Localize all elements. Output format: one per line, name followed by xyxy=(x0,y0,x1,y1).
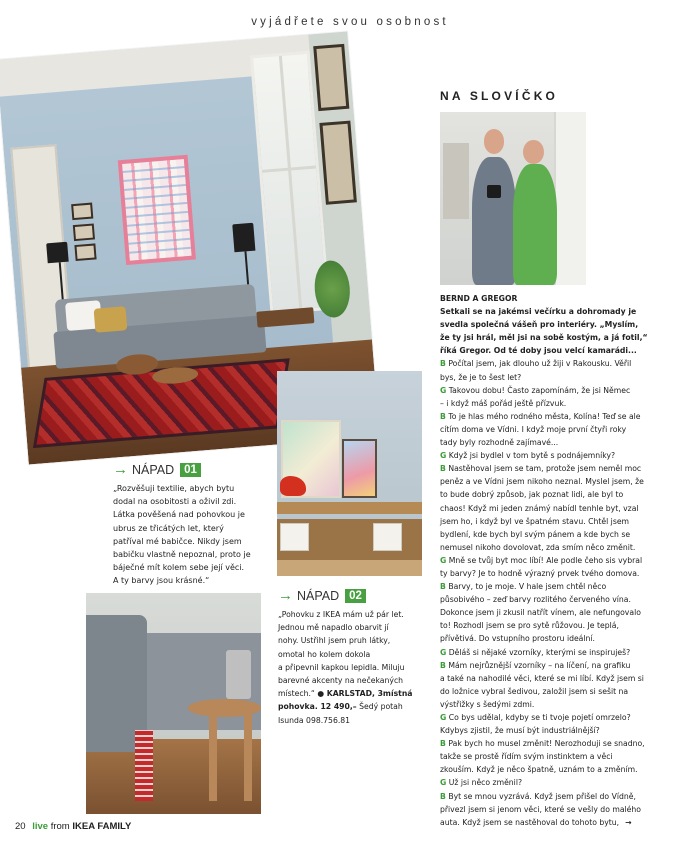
napad-01-heading xyxy=(113,461,201,478)
interview-line: B Barvy, to je moje. V hale jsem chtěl něco xyxy=(440,582,607,592)
interview-text: BERND A GREGOR Setkali se na jakémsi večírku a dohromady je svedla společná vášeň pro interiéry. „Myslím, že ty jsi hrál, měl jsi na sobě kostým, a já fotil,“ říká Gregor. Od té doby jsou velcí kamarádi... B Počítal jsem, jak dlouho už žiji v Rakousku. Věřil bys, že je to šest let? G Takovou dobu! Často zapomínám, že jsi Němec – i když máš pořád ještě přízvuk. B To je hlas mého rodného města, Kolína! Teď se ale cítím doma ve Vídni. I když moje první čtyři roky tady byly rozhodně zajímavé... G Když jsi bydlel v tom bytě s podnájemníky? B Nastěhoval jsem se tam, protože jsem neměl moc peněz a ve Vídni jsem nikoho neznal. Myslel jsem, že to bude dobrý způsob, jak poznat lidi, ale byl to chaos! Když mi jeden známý nabídl tenhle byt, vzal jsem ho, i když byl ve špatném stavu. Chtěl jsem bydlení, kde bych byl svým pánem a kde bych se nemusel nikoho dovolovat, zda smím něco změnit. G Mně se tvůj byt moc líbí! Ale podle čeho sis vybral ty barvy? Je to hodně výrazný prvek tvého domova. B Barvy, to je moje. V hale jsem chtěl něco působivého – zeď barvy rozlitého červeného vína. Dokonce jsem ji zkusil natřít vínem, ale nefungovalo to! Rozhodl jsem se pro sytě růžovou. Je teplá, přívětivá. Do vstupního prostoru ideální. G Děláš si nějaké vzorníky, kterými se inspiruješ? B Mám nejrůznější vzorníky – na líčení, na grafiku a také na nahodilé věci, které se mi líbí. Když jsem si do ložnice vybral šedivou, založil jsem si sešit na výstřižky s šedými zdmi. G Co bys udělal, kdyby se ti tvoje pojetí omrzelo? Kdybys zjistil, že musí být industriálnější? B Pak bych ho musel změnit! Nerozhoduji se snadno, takže se prostě řídím svým instinktem a věci zkouším. Když je něco špatně, uznám to a změním. G Už jsi něco změnil? B Byt se mnou vyzrává. Když jsem přišel do Vídně, přivezl jsem si jenom věci, které se vešly do malého auta. Když jsem se nastěhoval do tohoto bytu, → xyxy=(440,292,672,829)
speaker-initial: B xyxy=(440,464,446,474)
napad-number-badge: 01 xyxy=(180,463,201,477)
speaker-initial: B xyxy=(440,411,446,421)
page-number: 20 xyxy=(15,821,26,832)
interview-line: Kdybys zjistil, že musí být industriálnější? xyxy=(440,726,600,736)
interview-line: výstřižky s šedými zdmi. xyxy=(440,699,535,709)
interview-line: Dokonce jsem ji zkusil natřít vínem, ale nefungovalo xyxy=(440,608,641,618)
hanging-textile xyxy=(117,154,196,265)
interview-line: G Mně se tvůj byt moc líbí! Ale podle čeho sis vybral xyxy=(440,555,643,565)
speaker-initial: B xyxy=(440,359,446,369)
interview-line: přivezl jsem si jenom věci, které se vešly do malého xyxy=(440,804,641,814)
interview-line: B Byt se mnou vyzrává. Když jsem přišel do Vídně, xyxy=(440,791,636,801)
napad-number-badge: 02 xyxy=(345,589,366,603)
interview-line: peněz a ve Vídni jsem nikoho neznal. Myslel jsem, že xyxy=(440,477,644,487)
sofa-legs-photo xyxy=(86,593,261,814)
interview-line: B Pak bych ho musel změnit! Nerozhoduji se snadno, xyxy=(440,739,645,749)
speaker-initial: B xyxy=(440,582,446,592)
napad-02-heading xyxy=(278,587,366,604)
interview-line: G Děláš si nějaké vzorníky, kterými se inspiruješ? xyxy=(440,647,631,657)
interview-line: přívětivá. Do vstupního prostoru ideální. xyxy=(440,634,595,644)
shelf-photo xyxy=(277,371,422,576)
napad-01-text: „Rozvěšuji textilie, abych bytu dodal na osobitosti a oživil zdi. Látka pověšená nad pohovkou je ubrus ze třicátých let, který patříval mé babičce. Nikdy jsem babičku vlastně nepoznal, proto je báječné mít kolem sebe její věci. A ty barvy jsou krásné.“ xyxy=(113,484,251,586)
interview-line: a také na nahodilé věci, které se mi líbí. Když jsem si xyxy=(440,673,644,683)
napad-label: NÁPAD xyxy=(297,588,340,603)
interview-last-line: auta. Když jsem se nastěhoval do tohoto bytu, → xyxy=(440,817,632,827)
speaker-initial: G xyxy=(440,647,447,657)
speaker-initial: B xyxy=(440,660,446,670)
napad-label: NÁPAD xyxy=(132,462,175,477)
arrow-right-icon: → xyxy=(278,587,293,604)
napad-02-text: „Pohovku z IKEA mám už pár let. Jednou mě napadlo obarvit jí nohy. Ustřihl jsem pruh látky, omotal ho kolem dokola a připevnil kapkou lepidla. Miluju barevné akcenty na nečekaných místech.“ ● KARLSTAD, 3místná pohovka. 12 490,– Šedý potah Isunda 098.756.81 xyxy=(278,610,413,725)
wrapped-sofa-leg xyxy=(135,730,153,801)
live-label: live xyxy=(32,821,49,832)
section-title: NA SLOVÍČKO xyxy=(440,89,559,103)
interview-line: B To je hlas mého rodného města, Kolína! Teď se ale xyxy=(440,411,641,421)
interview-line: B Počítal jsem, jak dlouho už žiji v Rakousku. Věřil xyxy=(440,359,632,369)
interview-line: – i když máš pořád ještě přízvuk. xyxy=(440,398,567,408)
interview-line: B Mám nejrůznější vzorníky – na líčení, na grafiku xyxy=(440,660,631,670)
page-footer: 20 live from IKEA FAMILY xyxy=(15,821,132,832)
interview-line: působivého – zeď barvy rozlitého červeného vína. xyxy=(440,595,631,605)
speaker-initial: B xyxy=(440,739,446,749)
arrow-right-icon: → xyxy=(113,461,128,478)
interview-line: cítím doma ve Vídni. I když moje první čtyři roky xyxy=(440,424,627,434)
speaker-initial: G xyxy=(440,451,447,461)
interview-line: ty barvy? Je to hodně výrazný prvek tvého domova. xyxy=(440,568,640,578)
interview-name: BERND A GREGOR xyxy=(440,294,518,303)
interview-line: jsem ho, i když byl ve špatném stavu. Chtěl jsem xyxy=(440,516,630,526)
interview-line: takže se prostě řídím svým instinktem a věci xyxy=(440,752,613,762)
interview-line: chaos! Když mi jeden známý nabídl tenhle byt, vzal xyxy=(440,503,639,513)
interview-line: bydlení, kde bych byl svým pánem a kde bych se xyxy=(440,529,631,539)
bernd-gregor-photo xyxy=(440,112,586,285)
speaker-initial: G xyxy=(440,555,447,565)
page-header: vyjádřete svou osobnost xyxy=(251,16,449,28)
interview-line: G Co bys udělal, kdyby se ti tvoje pojetí omrzelo? xyxy=(440,713,631,722)
interview-line: G Už jsi něco změnil? xyxy=(440,778,523,788)
speaker-initial: B xyxy=(440,791,446,801)
interview-line: to! Rozhodl jsem se pro sytě růžovou. Je teplá, xyxy=(440,621,619,631)
speaker-initial: G xyxy=(440,778,447,788)
interview-line: do ložnice vybral šedivou, založil jsem si sešit na xyxy=(440,686,629,696)
interview-line: to bude dobrý způsob, jak poznat lidi, ale byl to xyxy=(440,490,624,500)
interview-line: bys, že je to šest let? xyxy=(440,372,522,382)
interview-line: nemusel nikoho dovolovat, zda smím něco změnit. xyxy=(440,542,636,552)
interview-line: G Takovou dobu! Často zapomínám, že jsi Němec xyxy=(440,385,631,395)
interview-line: G Když jsi bydlel v tom bytě s podnájemníky? xyxy=(440,451,616,461)
speaker-initial: G xyxy=(440,713,447,722)
speaker-initial: G xyxy=(440,385,447,395)
continue-arrow-icon: → xyxy=(625,817,632,827)
interview-line: tady byly rozhodně zajímavé... xyxy=(440,438,559,448)
interview-line: zkouším. Když je něco špatně, uznám to a změním. xyxy=(440,765,638,775)
interview-line: B Nastěhoval jsem se tam, protože jsem neměl moc xyxy=(440,464,642,474)
